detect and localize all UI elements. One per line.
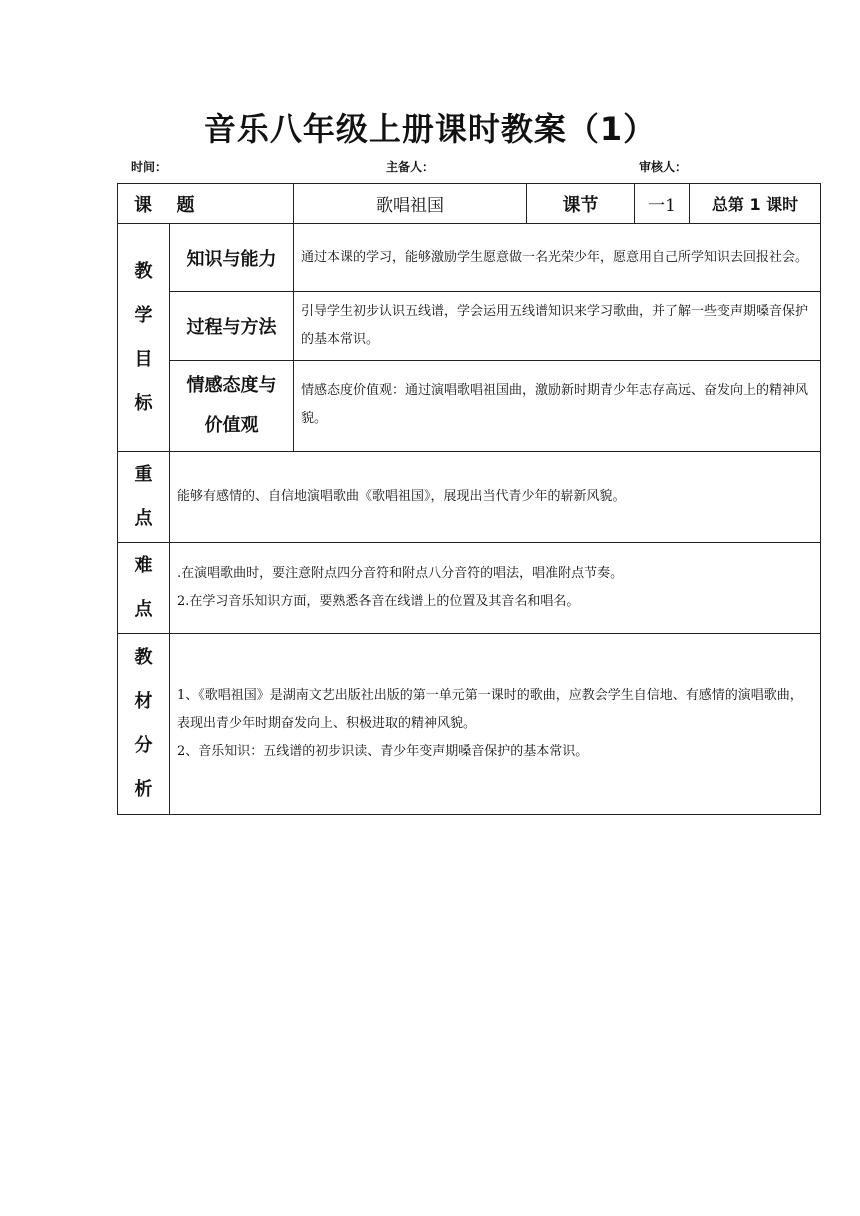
total-lesson: 总第 1 课时 [690, 184, 821, 224]
section-value: 一1 [635, 184, 690, 224]
difficulties-row [118, 543, 821, 634]
material-analysis-text [170, 634, 821, 815]
lead-preparer-label: 主备人： [386, 160, 435, 174]
difficulties-label-char: 难 [134, 555, 153, 576]
attitude-values-label [170, 361, 294, 452]
attitude-values-text: 情感态度价值观：通过演唱歌唱祖国曲，激励新时期青少年志存高远、奋发向上的精神风貌。 [294, 361, 821, 452]
material-analysis-label [118, 634, 170, 815]
attitude-values-label-line: 情感态度与 [186, 375, 277, 396]
topic-label-cell [118, 184, 294, 224]
material-label-char: 材 [134, 691, 153, 712]
difficulty-line: .在演唱歌曲时，要注意附点四分音符和附点八分音符的唱法，唱准附点节奏。 [177, 566, 624, 581]
objectives-label-char: 学 [134, 304, 153, 326]
key-points-text: 能够有感情的、自信地演唱歌曲《歌唱祖国》，展现出当代青少年的崭新风貌。 [170, 452, 821, 543]
material-analysis-row [118, 634, 821, 815]
time-label: 时间： [131, 160, 168, 174]
material-line: 2、音乐知识：五线谱的初步识读、青少年变声期嗓音保护的基本常识。 [177, 744, 589, 759]
process-method-label: 过程与方法 [170, 292, 294, 361]
difficulty-line: 2.在学习音乐知识方面，要熟悉各音在线谱上的位置及其音名和唱名。 [177, 594, 580, 609]
difficulties-label-char: 点 [134, 599, 153, 620]
objectives-label-char: 标 [134, 392, 153, 414]
document-title: 音乐八年级上册课时教案（1） [203, 110, 657, 148]
key-points-label-char: 重 [134, 464, 153, 485]
reviewer-label: 审核人： [639, 160, 688, 174]
key-points-label [118, 452, 170, 543]
material-label-char: 析 [134, 779, 153, 800]
objective-row-2 [118, 292, 821, 361]
topic-value: 歌唱祖国 [294, 184, 527, 224]
process-method-text: 引导学生初步认识五线谱，学会运用五线谱知识来学习歌曲，并了解一些变声期嗓音保护的基本常识。 [294, 292, 821, 361]
objective-row-1 [118, 224, 821, 292]
topic-row [118, 184, 821, 224]
material-line: 1、《歌唱祖国》是湖南文艺出版社出版的第一单元第一课时的歌曲，应教会学生自信地、有感情的演唱歌曲，表现出青少年时期奋发向上、积极进取的精神风貌。 [177, 688, 803, 731]
objective-row-3 [118, 361, 821, 452]
difficulties-text [170, 543, 821, 634]
knowledge-ability-text: 通过本课的学习，能够激励学生愿意做一名光荣少年，愿意用自己所学知识去回报社会。 [294, 224, 821, 292]
topic-label: 课 题 [134, 194, 199, 216]
difficulties-label [118, 543, 170, 634]
lesson-plan-table [117, 183, 821, 815]
section-label: 课节 [527, 184, 635, 224]
attitude-values-label-line: 价值观 [204, 415, 259, 436]
key-points-label-char: 点 [134, 508, 153, 529]
key-points-row [118, 452, 821, 543]
material-label-char: 分 [134, 735, 153, 756]
objectives-label [118, 224, 170, 452]
objectives-label-char: 教 [134, 260, 153, 282]
objectives-label-char: 目 [134, 348, 153, 370]
material-label-char: 教 [134, 647, 153, 668]
knowledge-ability-label: 知识与能力 [170, 224, 294, 292]
